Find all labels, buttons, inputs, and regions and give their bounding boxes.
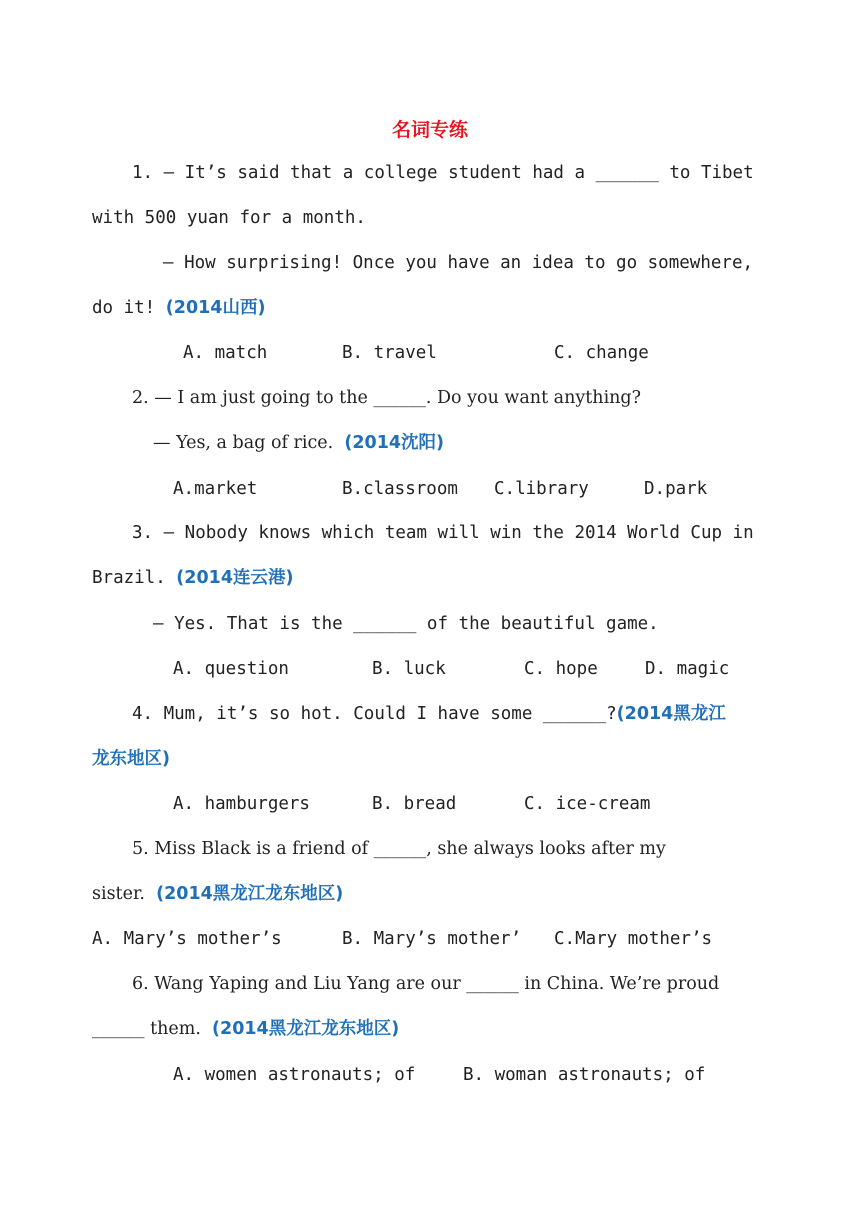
q3-source: (2014连云港) (176, 568, 294, 588)
q4-source-b: 龙东地区) (92, 749, 170, 769)
q3-line-2 (92, 566, 294, 590)
q1-line-4 (92, 296, 265, 320)
q5-line-2 (92, 882, 343, 906)
q2-source: (2014沈阳) (344, 433, 445, 453)
q1-line-2: with 500 yuan for a month. (92, 208, 366, 228)
q1-line-1: 1. — It’s said that a college student had a ______ to Tibet (132, 163, 754, 183)
q6-line-2-text: ______ them. (92, 1019, 213, 1039)
q5-line-1: 5. Miss Black is a friend of ______, she always looks after my (132, 839, 666, 859)
q2-line-2-text: — Yes, a bag of rice. (153, 433, 345, 453)
q1-line-4-text: do it! (92, 298, 166, 318)
q2-option-d: D.park (644, 479, 708, 499)
q4-option-a: A. hamburgers (173, 794, 310, 814)
q5-source: (2014黑龙江龙东地区) (156, 884, 344, 904)
q6-source: (2014黑龙江龙东地区) (212, 1019, 400, 1039)
q6-option-b: B. woman astronauts; of (463, 1065, 706, 1085)
q4-option-c: C. ice-cream (524, 794, 651, 814)
q5-option-b: B. Mary’s mother’ (342, 929, 522, 949)
q5-option-c: C.Mary mother’s (554, 929, 713, 949)
q6-line-2 (92, 1017, 399, 1041)
q5-line-2-text: sister. (92, 884, 157, 904)
q3-option-b: B. luck (372, 659, 446, 679)
q3-line-3: — Yes. That is the ______ of the beautiful game. (153, 614, 659, 634)
q4-source-a: (2014黑龙江 (616, 704, 726, 724)
q6-line-1: 6. Wang Yaping and Liu Yang are our ______ in China. We’re proud (132, 974, 720, 994)
q2-option-c: C.library (494, 479, 589, 499)
q3-option-d: D. magic (645, 659, 730, 679)
q1-line-3: — How surprising! Once you have an idea to go somewhere, (163, 253, 754, 273)
q2-option-a: A.market (173, 479, 258, 499)
q1-option-b: B. travel (342, 343, 437, 363)
q2-line-2 (153, 431, 444, 455)
q2-line-1: 2. — I am just going to the ______. Do you want anything? (132, 388, 642, 408)
q5-option-a: A. Mary’s mother’s (92, 929, 282, 949)
q1-option-a: A. match (183, 343, 268, 363)
q1-source: (2014山西) (165, 298, 266, 318)
q1-option-c: C. change (554, 343, 649, 363)
q4-line-1 (132, 702, 726, 726)
q3-option-a: A. question (173, 659, 289, 679)
q2-option-b: B.classroom (342, 479, 458, 499)
page-title: 名词专练 (391, 119, 468, 141)
q4-line-1-text: 4. Mum, it’s so hot. Could I have some ______? (132, 704, 617, 724)
q3-line-2-text: Brazil. (92, 568, 177, 588)
q4-option-b: B. bread (372, 794, 457, 814)
q6-option-a: A. women astronauts; of (173, 1065, 416, 1085)
q3-option-c: C. hope (524, 659, 598, 679)
q3-line-1: 3. — Nobody knows which team will win the 2014 World Cup in (132, 523, 754, 543)
